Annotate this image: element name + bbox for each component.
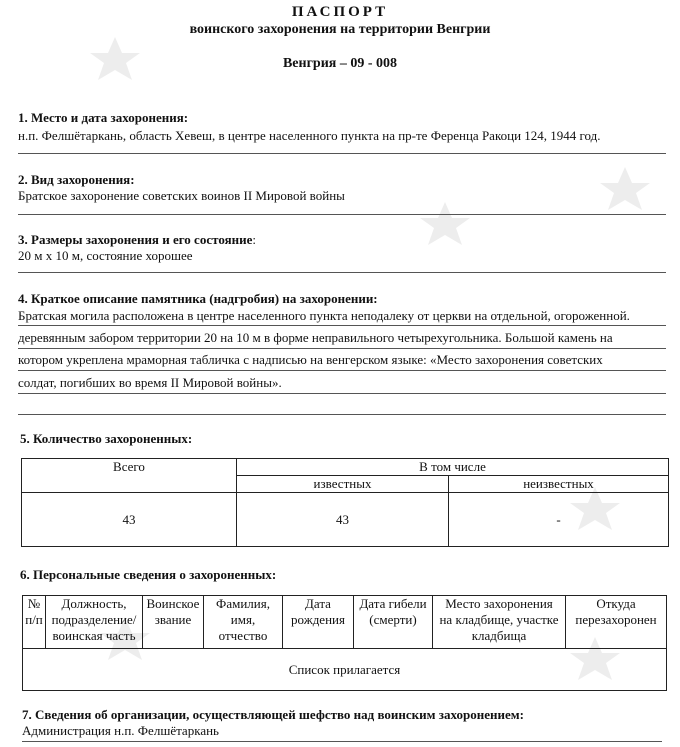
section-2-heading: 2. Вид захоронения: xyxy=(18,172,135,187)
section-7-text: Администрация н.п. Фелшётаркань xyxy=(22,723,219,738)
col-header-line: п/п xyxy=(25,612,43,627)
col-unknown-header: неизвестных xyxy=(449,476,669,493)
col-header-line: Откуда xyxy=(596,596,636,611)
section-4-heading: 4. Краткое описание памятника (надгробия) на захоронении: xyxy=(18,291,378,306)
col-header-line: имя, xyxy=(230,612,256,627)
col-header-line: Дата гибели xyxy=(359,596,427,611)
col-header-line: подразделение/ xyxy=(51,612,137,627)
col-name-header xyxy=(204,596,283,649)
col-known-header: известных xyxy=(237,476,449,493)
col-header-line: Воинское xyxy=(146,596,200,611)
section-2-text: Братское захоронение советских воинов II Мировой войны xyxy=(18,188,345,203)
section-1-heading: 1. Место и дата захоронения: xyxy=(18,110,189,125)
section-5-heading: 5. Количество захороненных: xyxy=(20,431,193,446)
divider xyxy=(18,370,666,371)
col-header-line: звание xyxy=(154,612,192,627)
section-4-line-4: солдат, погибших во время II Мировой войны». xyxy=(18,375,282,390)
section-3-heading-row xyxy=(18,232,256,248)
divider xyxy=(18,272,666,273)
col-header-line: Должность, xyxy=(61,596,127,611)
section-4-line-2: деревянным забором территории 20 на 10 м в форме неправильного четырехугольника. Большой камень на xyxy=(18,330,613,345)
col-rank-header xyxy=(143,596,204,649)
divider xyxy=(18,414,666,415)
section-6-heading: 6. Персональные сведения о захороненных: xyxy=(20,567,277,582)
col-header-line: Фамилия, xyxy=(216,596,270,611)
col-header-line: воинская часть xyxy=(52,628,136,643)
watermark-stamp xyxy=(410,200,480,250)
col-header-line: рождения xyxy=(291,612,345,627)
col-total-header: Всего xyxy=(22,459,237,493)
col-death-header xyxy=(354,596,433,649)
section-4-line-1: Братская могила расположена в центре населенного пункта неподалеку от церкви на отдельной, огороженной. xyxy=(18,308,630,323)
page-title: ПАСПОРТ xyxy=(291,4,389,20)
total-count: 43 xyxy=(22,493,237,547)
section-4-line-3: котором укреплена мраморная табличка с надписью на венгерском языке: «Место захоронения советских xyxy=(18,352,603,367)
divider xyxy=(22,741,662,742)
col-number-header xyxy=(23,596,46,649)
burial-count-table xyxy=(21,458,669,547)
col-position-header xyxy=(46,596,143,649)
page-subtitle: воинского захоронения на территории Венгрии xyxy=(189,22,491,37)
col-reburied-from-header xyxy=(566,596,667,649)
divider xyxy=(18,393,666,394)
col-burial-place-header xyxy=(433,596,566,649)
section-3-text: 20 м х 10 м, состояние хорошее xyxy=(18,248,193,263)
col-header-line: Дата xyxy=(305,596,331,611)
section-1-text: н.п. Фелшётаркань, область Хевеш, в центре населенного пункта на пр-те Ференца Ракоци 124, 1944 год. xyxy=(18,128,601,143)
section-3-colon: : xyxy=(252,232,256,247)
section-7-heading: 7. Сведения об организации, осуществляющей шефство над воинским захоронением: xyxy=(22,707,524,722)
col-included-header: В том числе xyxy=(237,459,669,476)
col-header-line: на кладбище, участке xyxy=(439,612,559,627)
col-header-line: кладбища xyxy=(471,628,527,643)
divider xyxy=(18,348,666,349)
passport-code: Венгрия – 09 - 008 xyxy=(282,56,398,71)
col-birth-header xyxy=(283,596,354,649)
section-3-heading: 3. Размеры захоронения и его состояние xyxy=(18,232,253,247)
divider xyxy=(18,325,666,326)
col-header-line: Место захоронения xyxy=(445,596,553,611)
watermark-stamp xyxy=(590,165,660,215)
personal-info-table xyxy=(22,595,667,691)
col-header-line: отчество xyxy=(218,628,268,643)
list-attached-note: Список прилагается xyxy=(23,649,667,691)
divider xyxy=(18,153,666,154)
col-header-line: № xyxy=(27,596,41,611)
unknown-count: - xyxy=(449,493,669,547)
col-header-line: (смерти) xyxy=(369,612,417,627)
col-header-line: перезахоронен xyxy=(575,612,657,627)
known-count: 43 xyxy=(237,493,449,547)
divider xyxy=(18,214,666,215)
